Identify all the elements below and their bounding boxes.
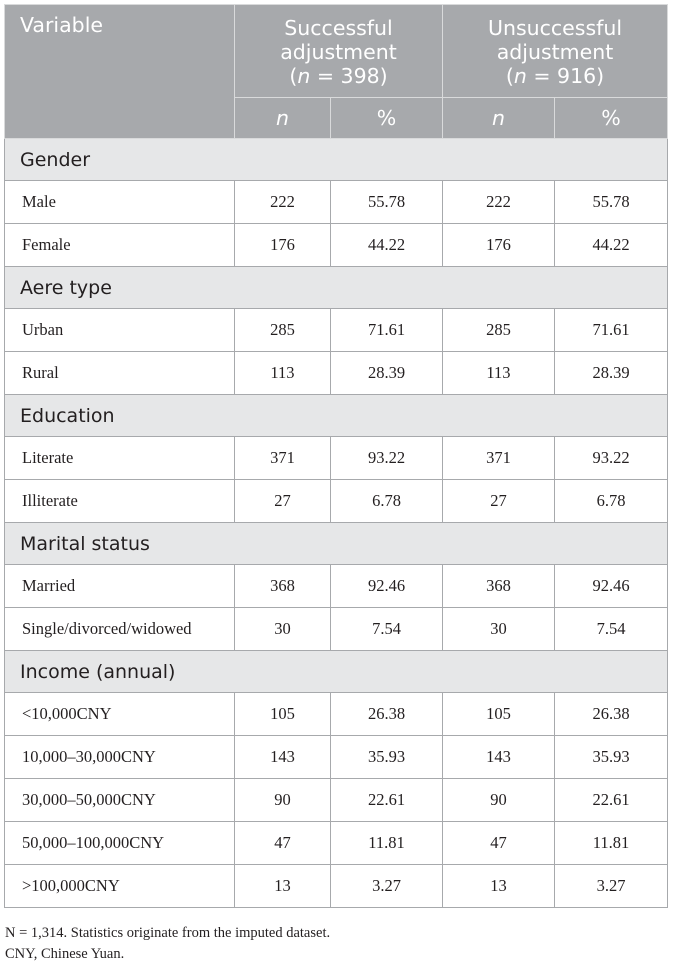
successful-n-cell: 105 bbox=[235, 693, 331, 736]
successful-n-cell: 113 bbox=[235, 352, 331, 395]
unsuccessful-n-cell: 30 bbox=[443, 608, 555, 651]
successful-header-line2: adjustment bbox=[280, 40, 397, 64]
unsuccessful-pct-cell: 22.61 bbox=[555, 779, 668, 822]
row-label: Male bbox=[5, 181, 235, 224]
successful-pct-cell: 11.81 bbox=[331, 822, 443, 865]
table-row bbox=[5, 693, 668, 736]
unsuccessful-pct-cell: 6.78 bbox=[555, 480, 668, 523]
section-header-row bbox=[5, 139, 668, 181]
table-body bbox=[5, 139, 668, 908]
unsuccessful-pct-subheader: % bbox=[555, 98, 668, 139]
successful-adjustment-header: Successful adjustment (n = 398) bbox=[235, 5, 443, 98]
unsuccessful-pct-cell: 7.54 bbox=[555, 608, 668, 651]
successful-n-cell: 222 bbox=[235, 181, 331, 224]
successful-pct-cell: 93.22 bbox=[331, 437, 443, 480]
unsuccessful-n-cell: 13 bbox=[443, 865, 555, 908]
unsuccessful-pct-cell: 3.27 bbox=[555, 865, 668, 908]
successful-n-subheader: n bbox=[235, 98, 331, 139]
unsuccessful-n-cell: 113 bbox=[443, 352, 555, 395]
section-header-row bbox=[5, 267, 668, 309]
section-title: Income (annual) bbox=[5, 651, 668, 693]
section-header-row bbox=[5, 395, 668, 437]
unsuccessful-adjustment-header: Unsuccessful adjustment (n = 916) bbox=[443, 5, 668, 98]
row-label: Rural bbox=[5, 352, 235, 395]
row-label: <10,000CNY bbox=[5, 693, 235, 736]
unsuccessful-pct-cell: 93.22 bbox=[555, 437, 668, 480]
table-row bbox=[5, 224, 668, 267]
successful-pct-cell: 35.93 bbox=[331, 736, 443, 779]
section-title: Education bbox=[5, 395, 668, 437]
successful-n-cell: 368 bbox=[235, 565, 331, 608]
table-footnote: N = 1,314. Statistics originate from the imputed dataset. bbox=[5, 925, 331, 941]
successful-n-symbol: n bbox=[297, 64, 311, 88]
unsuccessful-pct-cell: 26.38 bbox=[555, 693, 668, 736]
table-row bbox=[5, 608, 668, 651]
unsuccessful-n-cell: 176 bbox=[443, 224, 555, 267]
table-row bbox=[5, 779, 668, 822]
successful-n-cell: 27 bbox=[235, 480, 331, 523]
successful-pct-cell: 26.38 bbox=[331, 693, 443, 736]
row-label: Single/divorced/widowed bbox=[5, 608, 235, 651]
row-label: Illiterate bbox=[5, 480, 235, 523]
unsuccessful-n-subheader: n bbox=[443, 98, 555, 139]
row-label: Urban bbox=[5, 309, 235, 352]
successful-pct-cell: 71.61 bbox=[331, 309, 443, 352]
unsuccessful-n-cell: 27 bbox=[443, 480, 555, 523]
variable-header: Variable bbox=[5, 5, 235, 139]
section-title: Gender bbox=[5, 139, 668, 181]
unsuccessful-pct-cell: 44.22 bbox=[555, 224, 668, 267]
unsuccessful-n-cell: 371 bbox=[443, 437, 555, 480]
unsuccessful-pct-cell: 28.39 bbox=[555, 352, 668, 395]
unsuccessful-n-cell: 222 bbox=[443, 181, 555, 224]
table-row bbox=[5, 736, 668, 779]
successful-n-cell: 47 bbox=[235, 822, 331, 865]
successful-n-cell: 13 bbox=[235, 865, 331, 908]
unsuccessful-n-symbol: n bbox=[513, 64, 527, 88]
table-row bbox=[5, 309, 668, 352]
header-row bbox=[5, 5, 668, 98]
unsuccessful-n-cell: 285 bbox=[443, 309, 555, 352]
successful-pct-cell: 55.78 bbox=[331, 181, 443, 224]
successful-n-cell: 90 bbox=[235, 779, 331, 822]
successful-pct-cell: 44.22 bbox=[331, 224, 443, 267]
unsuccessful-n-cell: 105 bbox=[443, 693, 555, 736]
table-row bbox=[5, 352, 668, 395]
unsuccessful-pct-cell: 92.46 bbox=[555, 565, 668, 608]
unsuccessful-pct-cell: 11.81 bbox=[555, 822, 668, 865]
successful-pct-cell: 6.78 bbox=[331, 480, 443, 523]
successful-pct-subheader: % bbox=[331, 98, 443, 139]
unsuccessful-pct-cell: 55.78 bbox=[555, 181, 668, 224]
unsuccessful-n-value: = 916) bbox=[526, 64, 605, 88]
unsuccessful-n-cell: 47 bbox=[443, 822, 555, 865]
table-row bbox=[5, 565, 668, 608]
section-header-row bbox=[5, 651, 668, 693]
row-label: 50,000–100,000CNY bbox=[5, 822, 235, 865]
successful-header-line1: Successful bbox=[284, 16, 393, 40]
row-label: 10,000–30,000CNY bbox=[5, 736, 235, 779]
row-label: Female bbox=[5, 224, 235, 267]
successful-n-cell: 371 bbox=[235, 437, 331, 480]
unsuccessful-header-line2: adjustment bbox=[496, 40, 614, 64]
row-label: >100,000CNY bbox=[5, 865, 235, 908]
section-title: Aere type bbox=[5, 267, 668, 309]
table-row bbox=[5, 480, 668, 523]
successful-n-cell: 143 bbox=[235, 736, 331, 779]
table-row bbox=[5, 865, 668, 908]
successful-pct-cell: 92.46 bbox=[331, 565, 443, 608]
table-row bbox=[5, 437, 668, 480]
demographics-table bbox=[4, 4, 668, 908]
row-label: Literate bbox=[5, 437, 235, 480]
successful-n-cell: 176 bbox=[235, 224, 331, 267]
row-label: Married bbox=[5, 565, 235, 608]
successful-pct-cell: 7.54 bbox=[331, 608, 443, 651]
successful-n-value: = 398) bbox=[310, 64, 388, 88]
unsuccessful-pct-cell: 35.93 bbox=[555, 736, 668, 779]
successful-pct-cell: 3.27 bbox=[331, 865, 443, 908]
table-row bbox=[5, 181, 668, 224]
unsuccessful-n-cell: 143 bbox=[443, 736, 555, 779]
successful-n-cell: 30 bbox=[235, 608, 331, 651]
unsuccessful-n-cell: 368 bbox=[443, 565, 555, 608]
successful-n-cell: 285 bbox=[235, 309, 331, 352]
unsuccessful-n-cell: 90 bbox=[443, 779, 555, 822]
table-row bbox=[5, 822, 668, 865]
successful-pct-cell: 28.39 bbox=[331, 352, 443, 395]
row-label: 30,000–50,000CNY bbox=[5, 779, 235, 822]
section-header-row bbox=[5, 523, 668, 565]
unsuccessful-header-line1: Unsuccessful bbox=[487, 16, 623, 40]
abbreviation-footnote: CNY, Chinese Yuan. bbox=[5, 946, 125, 962]
successful-pct-cell: 22.61 bbox=[331, 779, 443, 822]
section-title: Marital status bbox=[5, 523, 668, 565]
unsuccessful-pct-cell: 71.61 bbox=[555, 309, 668, 352]
